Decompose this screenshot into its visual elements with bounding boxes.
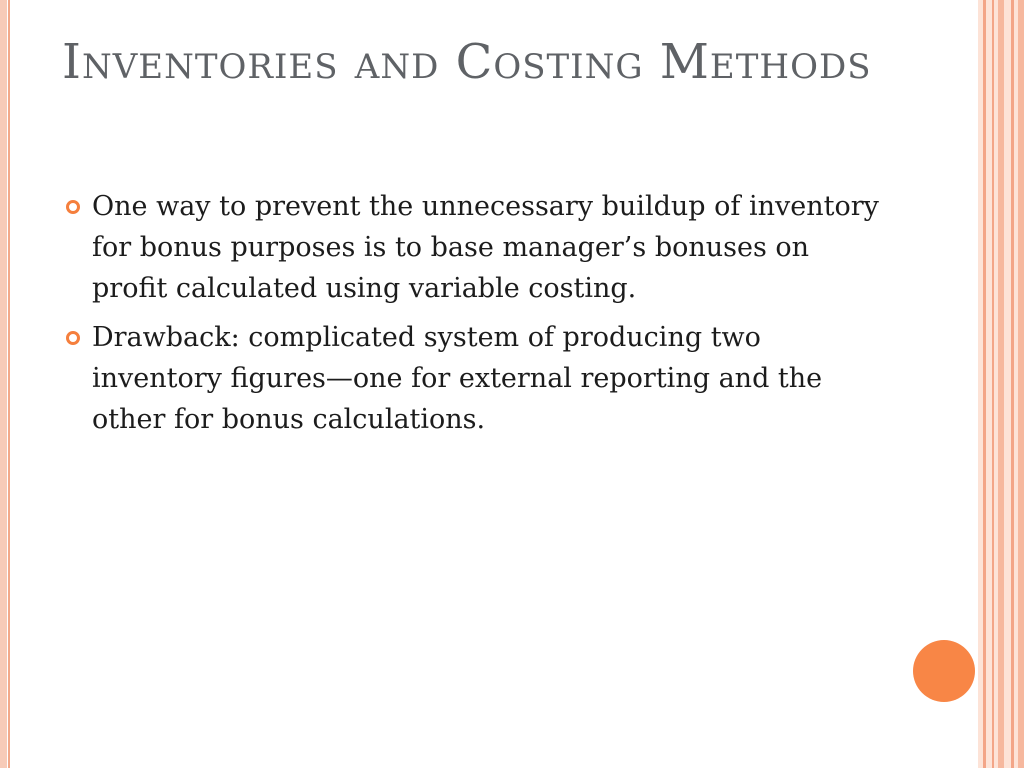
bullet-list (62, 186, 892, 448)
right-decorative-line (1018, 0, 1024, 768)
right-decorative-line (992, 0, 994, 768)
bullet-item (62, 186, 892, 309)
bullet-ring-icon (66, 200, 80, 214)
bullet-text: One way to prevent the unnecessary buildup of inventory for bonus purposes is to base manager’s bonuses on profit calculated using variable costing. (92, 191, 879, 304)
right-decorative-line (998, 0, 1004, 768)
slide-title: Inventories and Costing Methods (62, 34, 872, 90)
left-decorative-stripe (0, 0, 7, 768)
bullet-text: Drawback: complicated system of producing two inventory figures—one for external reporting and the other for bonus calculations. (92, 322, 823, 435)
bullet-ring-icon (66, 331, 80, 345)
bullet-item (62, 317, 892, 440)
right-decorative-line (983, 0, 986, 768)
right-decorative-line (1011, 0, 1014, 768)
decorative-circle (913, 640, 975, 702)
left-decorative-line (8, 0, 10, 768)
